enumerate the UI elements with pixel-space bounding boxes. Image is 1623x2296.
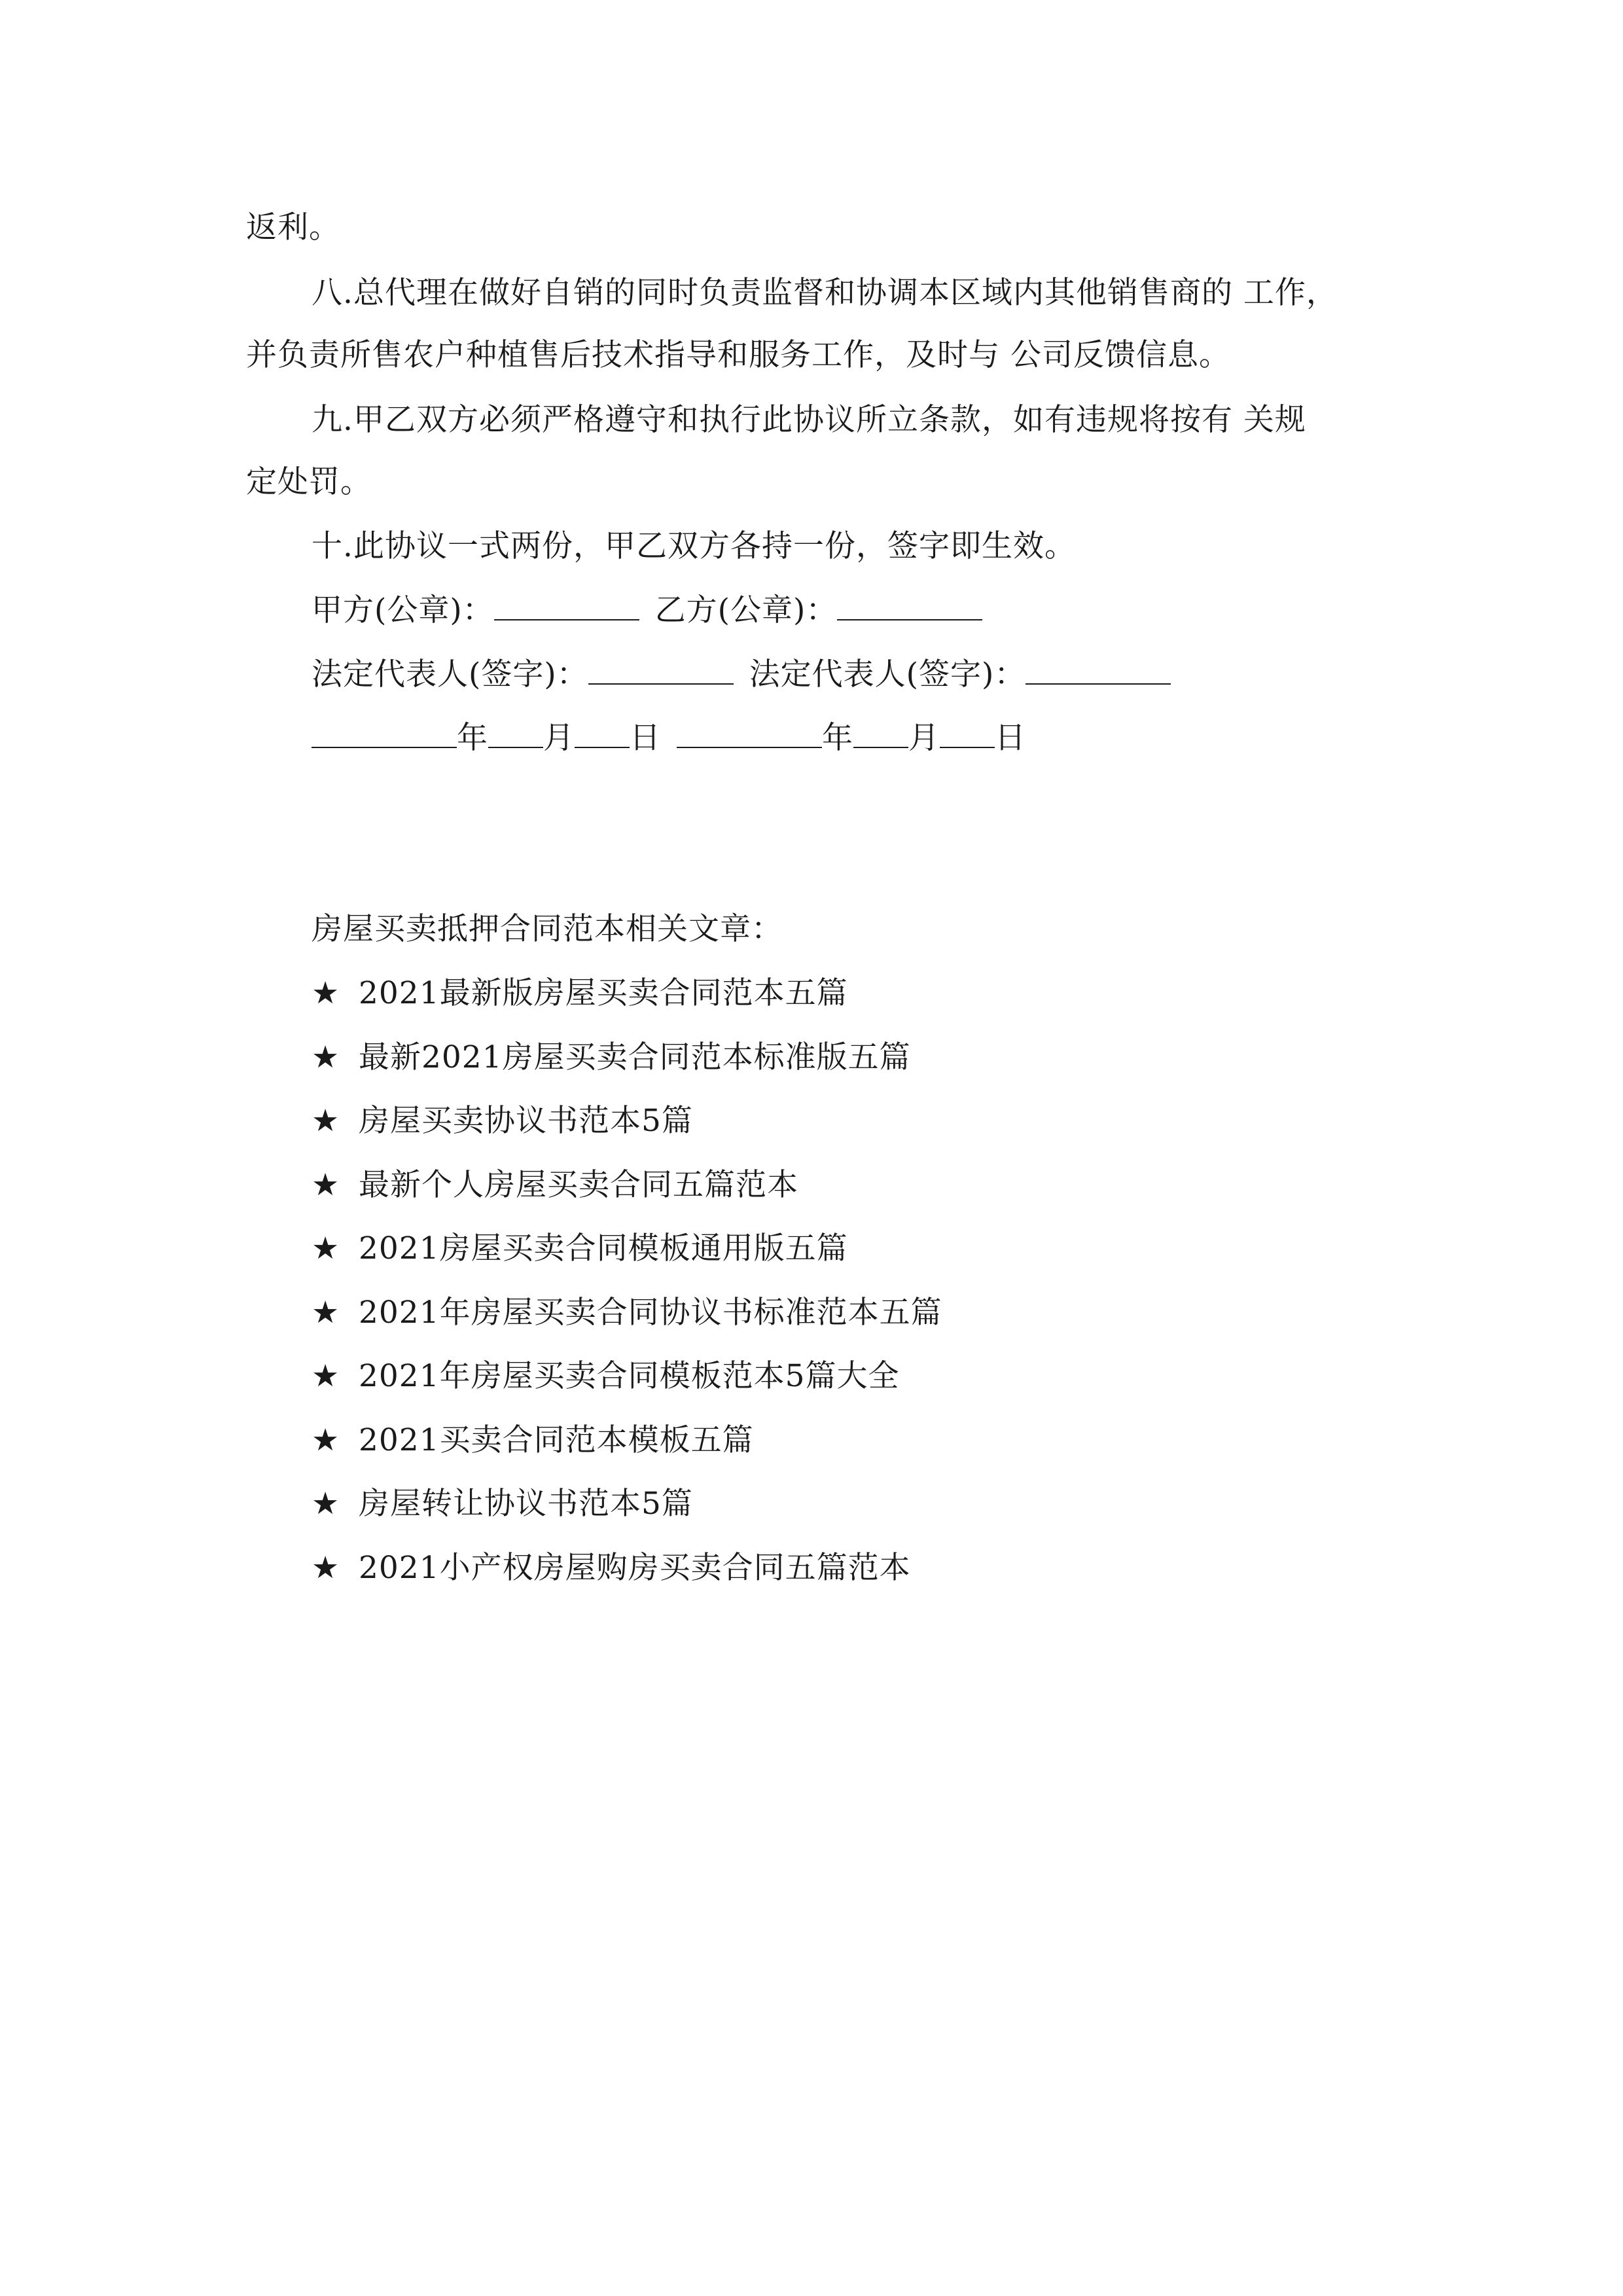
clause-9-line-1: 九.甲乙双方必须严格遵守和执行此协议所立条款，如有违规将按有 关规 [312,402,1306,438]
clause-10: 十.此协议一式两份，甲乙双方各持一份，签字即生效。 [312,528,1076,564]
star-icon: ★ [312,1039,340,1075]
seal-line [312,590,982,630]
related-link-text[interactable]: 2021年房屋买卖合同模板范本5篇大全 [359,1358,900,1394]
party-b-seal-blank [837,590,982,620]
star-icon: ★ [312,1103,340,1139]
rep-a-blank [588,655,734,685]
party-b-seal-label: 乙方(公章)： [654,592,838,628]
star-icon: ★ [312,1294,340,1331]
related-link-3[interactable] [312,1102,942,1166]
related-link-text[interactable]: 房屋转让协议书范本5篇 [359,1486,693,1522]
date-a-month-label: 月 [543,720,575,756]
related-link-7[interactable] [312,1357,942,1421]
party-a-seal-blank [494,590,639,620]
date-b-month-label: 月 [908,720,940,756]
date-b-month-blank [853,718,908,748]
date-a-month-blank [488,718,543,748]
related-heading: 房屋买卖抵押合同范本相关文章： [312,911,783,947]
related-link-text[interactable]: 2021小产权房屋购房买卖合同五篇范本 [359,1549,911,1586]
related-link-10[interactable] [312,1549,942,1613]
star-icon: ★ [312,1358,340,1394]
date-a-year-label: 年 [457,720,488,756]
date-a-year-blank [312,718,457,748]
star-icon: ★ [312,1549,340,1586]
related-link-text[interactable]: 2021年房屋买卖合同协议书标准范本五篇 [359,1294,942,1331]
related-link-text[interactable]: 2021最新版房屋买卖合同范本五篇 [359,975,848,1011]
date-a-day-label: 日 [630,720,661,756]
clause-8-line-2: 并负责所售农户种植售后技术指导和服务工作，及时与 公司反馈信息。 [246,337,1230,373]
related-link-text[interactable]: 最新2021房屋买卖合同范本标准版五篇 [359,1039,911,1075]
star-icon: ★ [312,975,340,1011]
related-link-4[interactable] [312,1166,942,1230]
date-a-day-blank [575,718,630,748]
related-link-8[interactable] [312,1421,942,1485]
date-b-day-label: 日 [995,720,1026,756]
representative-line [312,655,1171,694]
clause-continuation: 返利。 [246,209,340,245]
related-link-text[interactable]: 2021买卖合同范本模板五篇 [359,1422,754,1458]
date-b-day-blank [940,718,995,748]
related-link-1[interactable] [312,974,942,1038]
star-icon: ★ [312,1422,340,1458]
star-icon: ★ [312,1486,340,1522]
rep-a-label: 法定代表人(签字)： [312,656,588,692]
related-link-9[interactable] [312,1484,942,1549]
rep-b-label: 法定代表人(签字)： [749,656,1026,692]
clause-8-line-1: 八.总代理在做好自销的同时负责监督和协调本区域内其他销售商的 工作， [312,275,1338,311]
related-link-6[interactable] [312,1293,942,1357]
related-articles-list [312,974,942,1612]
clause-9-line-2: 定处罚。 [246,464,372,500]
related-link-5[interactable] [312,1229,942,1293]
related-link-text[interactable]: 2021房屋买卖合同模板通用版五篇 [359,1230,848,1266]
rep-b-blank [1026,655,1171,685]
star-icon: ★ [312,1166,340,1203]
date-b-year-blank [677,718,822,748]
date-line [312,718,1026,758]
related-link-2[interactable] [312,1038,942,1102]
related-link-text[interactable]: 最新个人房屋买卖合同五篇范本 [359,1166,798,1203]
date-b-year-label: 年 [822,720,853,756]
star-icon: ★ [312,1230,340,1266]
related-link-text[interactable]: 房屋买卖协议书范本5篇 [359,1103,693,1139]
party-a-seal-label: 甲方(公章)： [312,592,494,628]
